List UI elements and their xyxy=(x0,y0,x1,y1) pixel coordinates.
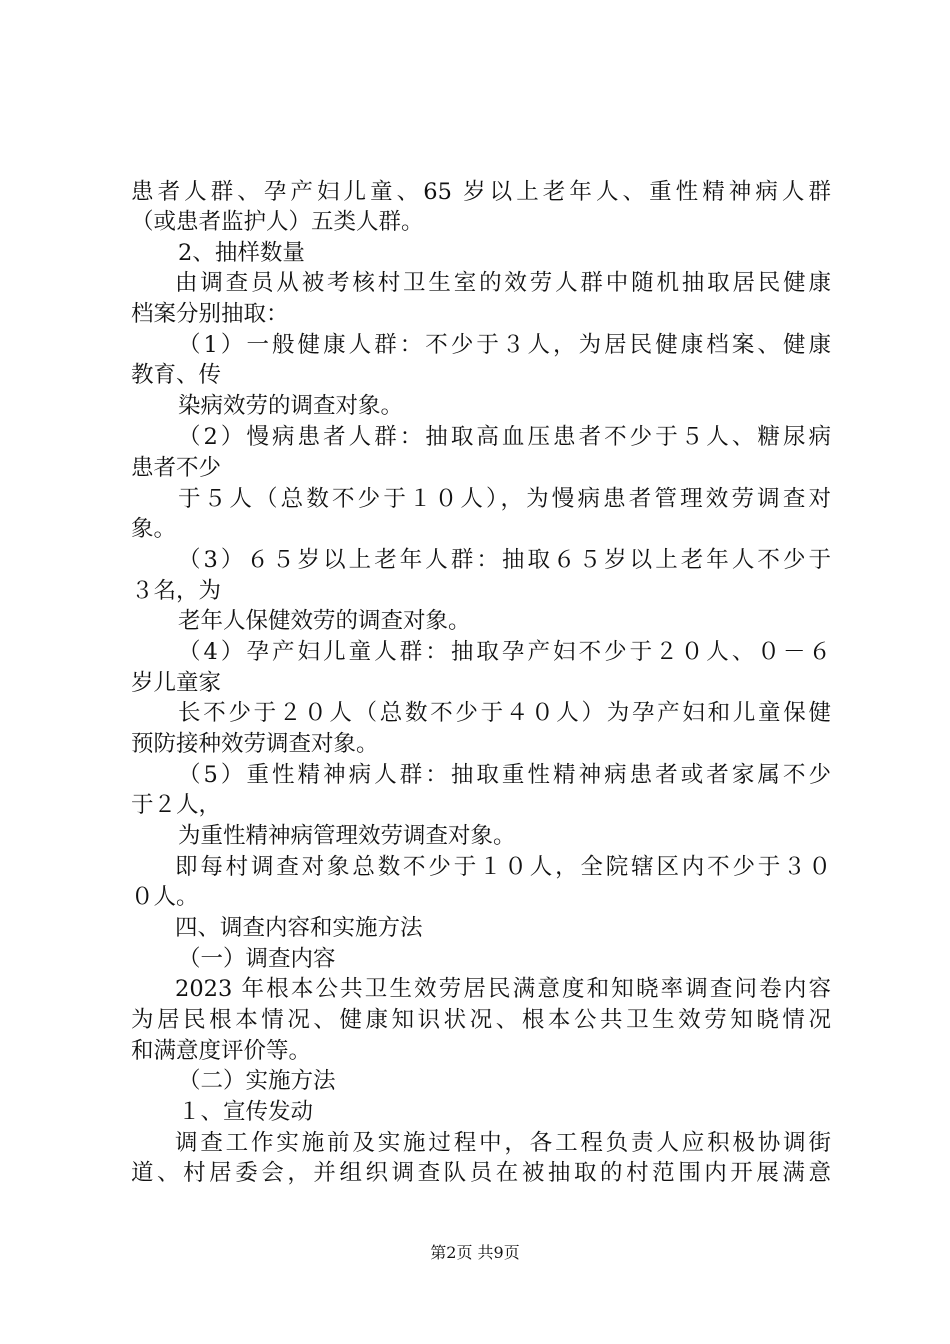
text-line: （二）实施方法 xyxy=(178,1068,336,1094)
text-line: ０人。 xyxy=(131,884,199,910)
text-line: 档案分别抽取： xyxy=(131,301,289,327)
text-line: 染病效劳的调查对象。 xyxy=(178,393,404,419)
text-line: 教育、传 xyxy=(131,362,222,388)
text-line: 道、村居委会，并组织调查队员在被抽取的村范围内开展满意 xyxy=(131,1160,831,1186)
text-line: 即每村调查对象总数不少于１０人，全院辖区内不少于３０ xyxy=(175,854,831,880)
text-line: 和满意度评价等。 xyxy=(131,1038,312,1064)
text-line: ３名，为 xyxy=(131,578,222,604)
text-line: 患者不少 xyxy=(131,455,222,481)
text-line: 长不少于２０人（总数不少于４０人）为孕产妇和儿童保健 xyxy=(178,700,831,726)
text-line: （3）６５岁以上老年人群：抽取６５岁以上老年人不少于 xyxy=(178,547,831,573)
text-line: 为重性精神病管理效劳调查对象。 xyxy=(178,823,516,849)
text-line: 老年人保健效劳的调查对象。 xyxy=(178,608,471,634)
text-line: 由调查员从被考核村卫生室的效劳人群中随机抽取居民健康 xyxy=(175,270,831,296)
text-line: 四、调查内容和实施方法 xyxy=(175,915,423,941)
text-line: 预防接种效劳调查对象。 xyxy=(131,731,379,757)
text-line: 象。 xyxy=(131,516,177,542)
text-line: 于５人（总数不少于１０人），为慢病患者管理效劳调查对 xyxy=(178,486,831,512)
text-line: １、宣传发动 xyxy=(178,1099,314,1125)
text-line: （一）调查内容 xyxy=(178,946,336,972)
text-line: 2023 年根本公共卫生效劳居民满意度和知晓率调查问卷内容 xyxy=(175,976,831,1002)
text-line: 2、抽样数量 xyxy=(178,240,305,266)
text-line: 于２人， xyxy=(131,792,222,818)
text-line: 岁儿童家 xyxy=(131,670,222,696)
text-line: （或患者监护人）五类人群。 xyxy=(131,209,424,235)
text-line: （2）慢病患者人群：抽取高血压患者不少于５人、糖尿病 xyxy=(178,424,831,450)
text-line: 患者人群、孕产妇儿童、65 岁以上老年人、重性精神病人群 xyxy=(131,179,831,205)
text-line: 为居民根本情况、健康知识状况、根本公共卫生效劳知晓情况 xyxy=(131,1007,831,1033)
text-line: （5）重性精神病人群：抽取重性精神病患者或者家属不少 xyxy=(178,762,831,788)
text-line: 调查工作实施前及实施过程中，各工程负责人应积极协调街 xyxy=(175,1130,831,1156)
text-line: （4）孕产妇儿童人群：抽取孕产妇不少于２０人、０－６ xyxy=(178,639,831,665)
page-number-footer: 第2页 共9页 xyxy=(430,1243,520,1262)
text-line: （1）一般健康人群：不少于３人，为居民健康档案、健康 xyxy=(178,332,831,358)
